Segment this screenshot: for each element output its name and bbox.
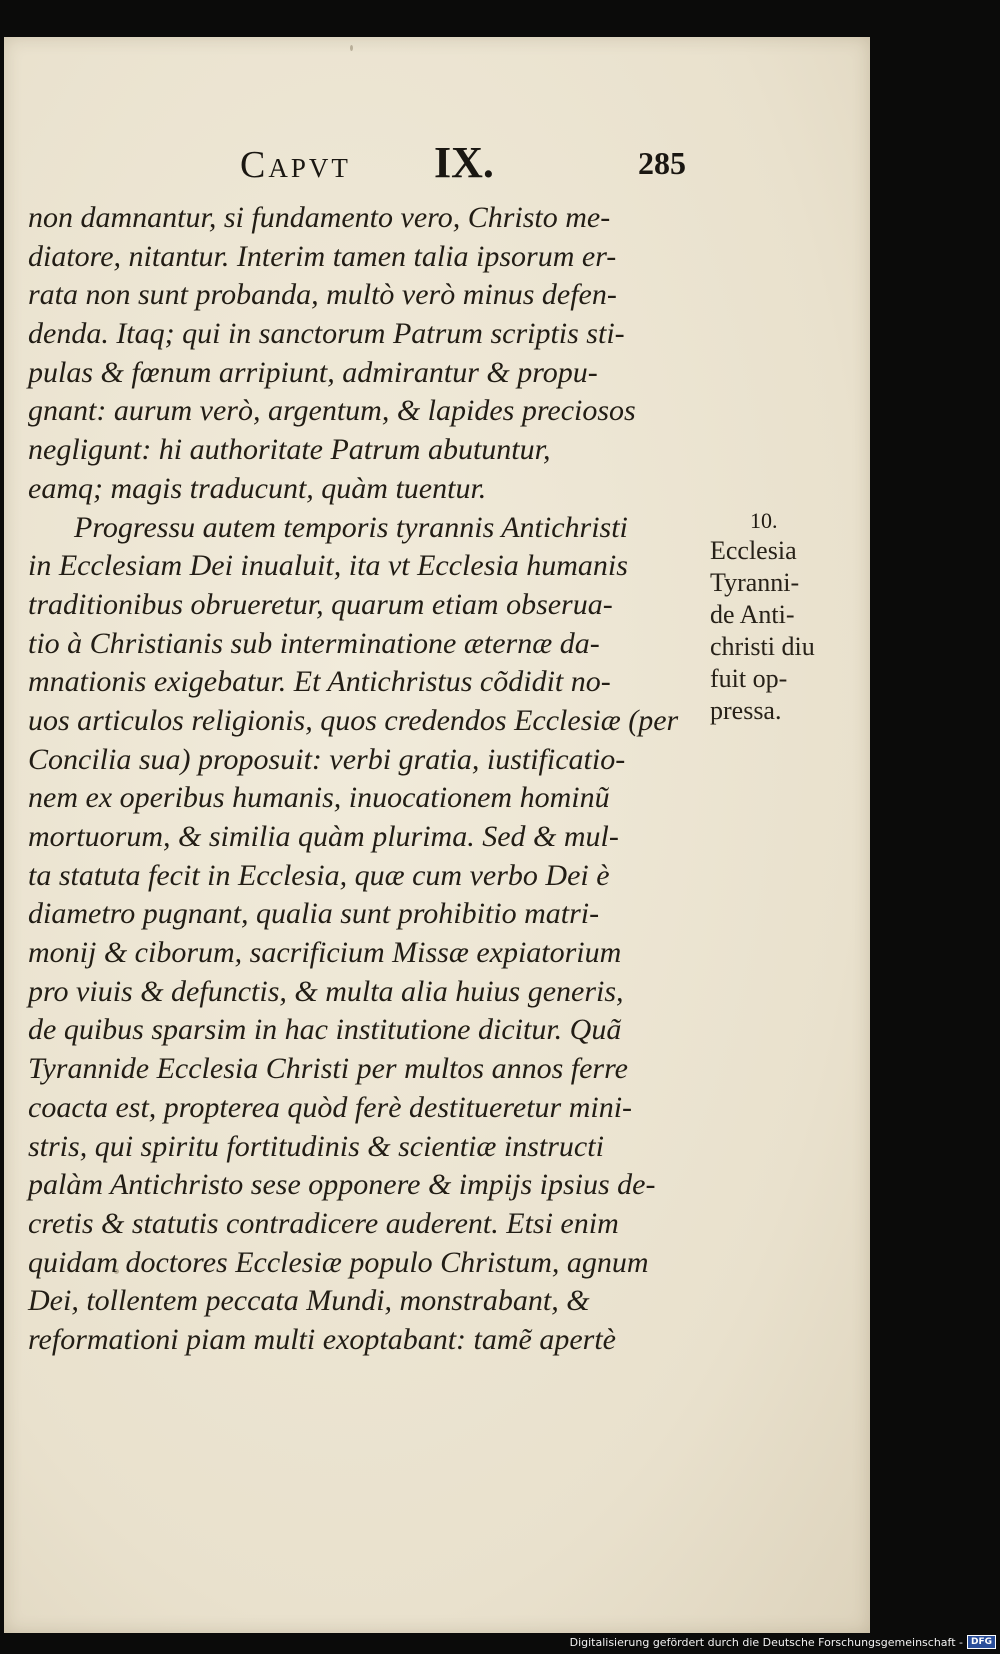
text-line: non damnantur, si fundamento vero, Christo me- (28, 201, 611, 234)
margin-note-line: de Anti- (710, 600, 795, 629)
text-line: monij & ciborum, sacrificium Missæ expiatorium (28, 936, 622, 970)
text-line: denda. Itaq; qui in sanctorum Patrum scriptis sti- (28, 317, 625, 351)
margin-note-line: fuit op- (710, 664, 788, 693)
text-line: diatore, nitantur. Interim tamen talia ipsorum er- (28, 239, 617, 273)
running-header (4, 137, 874, 187)
text-line: Progressu autem temporis tyrannis Antichristi (74, 510, 628, 544)
margin-note (710, 507, 830, 727)
text-line: eamq; magis traducunt, quàm tuentur. (28, 471, 487, 505)
text-line: Dei, tollentem peccata Mundi, monstrabant, & (28, 1284, 590, 1318)
text-line: nem ex operibus humanis, inuocationem hominũ (28, 781, 610, 815)
text-line: uos articulos religionis, quos credendos Ecclesiæ (per (28, 703, 679, 737)
text-line: ta statuta fecit in Ecclesia, quæ cum verbo Dei è (28, 858, 610, 892)
text-line: coacta est, propterea quòd ferè destitueretur mini- (28, 1090, 633, 1124)
text-line: mortuorum, & similia quàm plurima. Sed & mul- (28, 820, 619, 853)
text-line: gnant: aurum verò, argentum, & lapides preciosos (28, 394, 636, 428)
credit-text: Digitalisierung gefördert durch die Deutsche Forschungsgemeinschaft - (569, 1635, 963, 1649)
text-line: cretis & statutis contradicere auderent. Etsi enim (28, 1206, 619, 1240)
margin-note-text (710, 535, 830, 727)
text-line: rata non sunt probanda, multò verò minus defen- (28, 278, 617, 312)
text-line: tio à Christianis sub interminatione æternæ da- (28, 626, 600, 660)
text-line: Tyrannide Ecclesia Christi per multos annos ferre (28, 1052, 628, 1086)
text-line: Concilia sua) proposuit: verbi gratia, iustificatio- (28, 742, 626, 776)
text-line: traditionibus obrueretur, quarum etiam obserua- (28, 587, 613, 621)
book-page (4, 37, 870, 1633)
text-line: palàm Antichristo sese opponere & impijs ipsius de- (28, 1168, 656, 1202)
margin-note-line: pressa. (710, 696, 782, 725)
text-line: de quibus sparsim in hac institutione dicitur. Quã (28, 1013, 622, 1047)
ink-speck (350, 45, 353, 51)
margin-note-line: Ecclesia (710, 536, 797, 565)
margin-note-number: 10. (750, 508, 778, 533)
text-line: stris, qui spiritu fortitudinis & scientiæ instructi (28, 1129, 604, 1163)
running-title: Capvt (240, 144, 351, 186)
text-line: pro viuis & defunctis, & multa alia huius generis, (28, 974, 624, 1008)
main-text-block (28, 199, 698, 1360)
text-line: negligunt: hi authoritate Patrum abutuntur, (28, 433, 551, 467)
text-line: in Ecclesiam Dei inualuit, ita vt Ecclesia humanis (28, 549, 628, 583)
text-line: pulas & fœnum arripiunt, admirantur & propu- (28, 355, 598, 389)
chapter-number: IX. (434, 138, 494, 187)
text-line: mnationis exigebatur. Et Antichristus cõdidit no- (28, 665, 611, 699)
dfg-logo-icon: DFG (967, 1635, 996, 1649)
margin-note-line: christi diu (710, 632, 815, 661)
digitization-credit (570, 1634, 996, 1650)
text-line: reformationi piam multi exoptabant: tamẽ apertè (28, 1322, 616, 1356)
page-number: 285 (638, 145, 686, 181)
margin-note-line: Tyranni- (710, 568, 800, 597)
text-line: diametro pugnant, qualia sunt prohibitio matri- (28, 897, 600, 931)
text-line: quidam doctores Ecclesiæ populo Christum, agnum (28, 1245, 649, 1279)
